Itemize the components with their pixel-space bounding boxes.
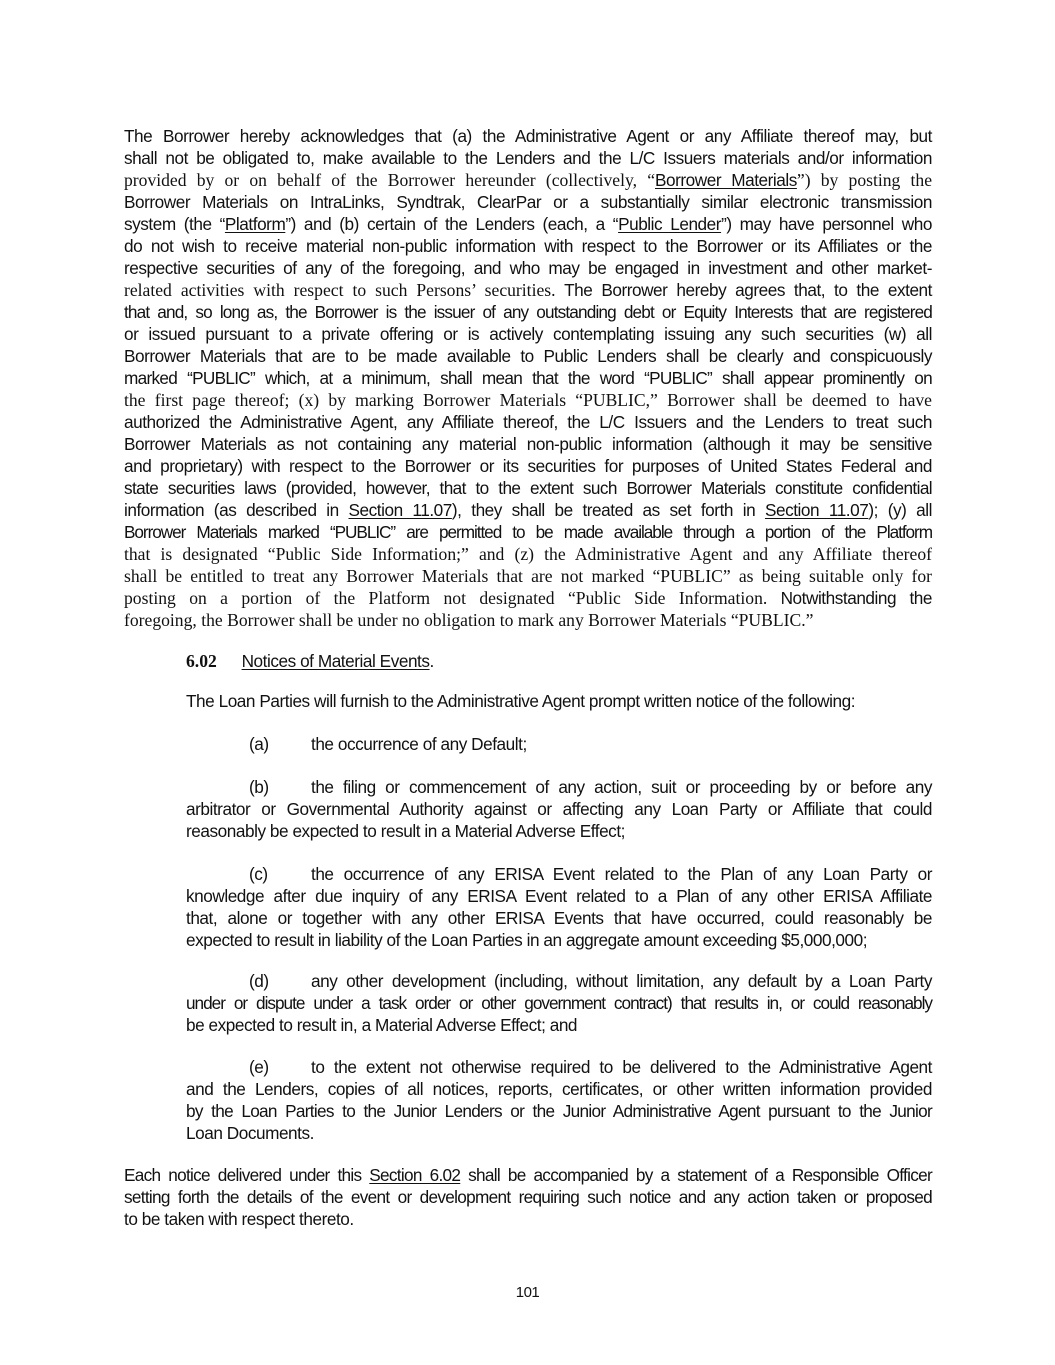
text-line (124, 587, 932, 609)
list-item-text: the occurrence of any Default; (311, 734, 527, 754)
text-line (124, 499, 932, 521)
text-line: do not wish to receive material non-public information with respect to the Borrower or its Affiliates or the (124, 236, 932, 256)
section-lead-in: The Loan Parties will furnish to the Administrative Agent prompt written notice of the following: (186, 691, 856, 711)
list-item-text: arbitrator or Governmental Authority against or affecting any Loan Party or Affiliate that could (186, 799, 932, 819)
list-item-text: to the extent not otherwise required to be delivered to the Administrative Agent (311, 1057, 932, 1077)
text-line: shall not be obligated to, make available to the Lenders and the L/C Issuers materials and/or information (124, 148, 932, 168)
text-line (124, 169, 932, 191)
list-item-text: be expected to result in, a Material Adverse Effect; and (186, 1015, 578, 1035)
text-line: shall be entitled to treat any Borrower Materials that are not marked “PUBLIC” as being suitable only for (124, 566, 932, 586)
list-item-text: Loan Documents. (186, 1123, 314, 1143)
text-line: and proprietary) with respect to the Borrower or its securities for purposes of United States Federal and (124, 456, 932, 476)
section-number: 6.02 (186, 651, 217, 671)
text-line: marked “PUBLIC” which, at a minimum, shall mean that the word “PUBLIC” shall appear prominently on (124, 368, 932, 388)
text-line: foregoing, the Borrower shall be under no obligation to mark any Borrower Materials “PUBLIC.” (124, 610, 814, 630)
text-line: Borrower Materials as not containing any material non-public information (although it may be sensitive (124, 434, 932, 454)
text-line: that and, so long as, the Borrower is the issuer of any outstanding debt or Equity Interests that are registered (124, 302, 932, 322)
text-line: authorized the Administrative Agent, any Affiliate thereof, the L/C Issuers and the Lenders to treat such (124, 412, 932, 432)
section-heading (186, 650, 434, 672)
text-line: respective securities of any of the foregoing, and who may be engaged in investment and other market- (124, 258, 932, 278)
list-item-text: the filing or commencement of any action, suit or proceeding by or before any (311, 777, 932, 797)
text-line: Borrower Materials on IntraLinks, Syndtrak, ClearPar or a substantially similar electronic transmission (124, 192, 932, 212)
list-item-label: (b) (249, 777, 269, 797)
text-line: Borrower Materials marked “PUBLIC” are permitted to be made available through a portion of the Platform (124, 522, 932, 542)
section-reference-6-02[interactable]: Section 6.02 (369, 1165, 461, 1185)
text-line: the first page thereof; (x) by marking Borrower Materials “PUBLIC,” Borrower shall be deemed to have (124, 390, 932, 410)
text-segment: ”) by posting the (796, 170, 933, 190)
text-segment: system (the “ (124, 214, 225, 234)
defined-term-platform: Platform (224, 214, 286, 234)
text-segment: Notwithstanding the (767, 588, 932, 608)
section-reference-11-07[interactable]: Section 11.07 (348, 500, 452, 520)
list-item-text: under or dispute under a task order or other government contract) that results in, or could reasonably (186, 993, 932, 1013)
list-item-text: knowledge after due inquiry of any ERISA Event related to a Plan of any other ERISA Affiliate (186, 886, 932, 906)
text-segment: related activities with respect to such Persons’ securities. (124, 280, 556, 300)
text-segment: ”) may have personnel who (721, 214, 932, 234)
text-segment: shall be accompanied by a statement of a Responsible Officer (460, 1165, 932, 1185)
defined-term-borrower-materials: Borrower Materials (655, 170, 797, 190)
section-title-suffix: . (429, 651, 434, 671)
text-line: state securities laws (provided, however, that to the extent such Borrower Materials constitute confidential (124, 478, 932, 498)
text-segment: Each notice delivered under this (124, 1165, 370, 1185)
list-item-text: that, alone or together with any other ERISA Events that have occurred, could reasonably be (186, 908, 932, 928)
page-number: 101 (515, 1284, 540, 1301)
list-item-text: any other development (including, without limitation, any default by a Loan Party (311, 971, 932, 991)
list-item-text: expected to result in liability of the Loan Parties in an aggregate amount exceeding $5,000,000; (186, 930, 868, 950)
text-segment: information (as described in (124, 500, 349, 520)
section-reference-11-07[interactable]: Section 11.07 (764, 500, 869, 520)
text-segment: The Borrower hereby agrees that, to the extent (555, 280, 932, 300)
list-item-label: (c) (249, 864, 268, 884)
text-line: setting forth the details of the event or development requiring such notice and any action taken or proposed (124, 1187, 932, 1207)
text-line: or issued pursuant to a private offering or is actively contemplating issuing any such securities (w) all (124, 324, 932, 344)
text-segment: provided by or on behalf of the Borrower hereunder (collectively, “ (124, 170, 655, 190)
text-segment: ), they shall be treated as set forth in (451, 500, 765, 520)
section-title: Notices of Material Events (241, 651, 430, 671)
text-line: Borrower Materials that are to be made available to Public Lenders shall be clearly and conspicuously (124, 346, 932, 366)
text-segment: ); (y) all (868, 500, 932, 520)
text-segment: ”) and (b) certain of the Lenders (each, a “ (285, 214, 619, 234)
list-item-text: reasonably be expected to result in a Material Adverse Effect; (186, 821, 625, 841)
text-line: that is designated “Public Side Information;” and (z) the Administrative Agent and any Affiliate thereof (124, 544, 932, 564)
list-item-text: and the Lenders, copies of all notices, reports, certificates, or other written information provided (186, 1079, 932, 1099)
text-line: to be taken with respect thereto. (124, 1209, 354, 1229)
list-item-label: (a) (249, 734, 269, 754)
text-line (124, 213, 932, 235)
defined-term-public-lender: Public Lender (618, 214, 722, 234)
list-item-label: (d) (249, 971, 269, 991)
list-item-text: by the Loan Parties to the Junior Lenders or the Junior Administrative Agent pursuant to the Junior (186, 1101, 932, 1121)
text-line: The Borrower hereby acknowledges that (a) the Administrative Agent or any Affiliate thereof may, but (124, 126, 932, 146)
list-item-text: the occurrence of any ERISA Event related to the Plan of any Loan Party or (311, 864, 932, 884)
list-item-label: (e) (249, 1057, 269, 1077)
text-line (124, 1164, 932, 1186)
text-segment: posting on a portion of the Platform not designated “Public Side Information. (124, 588, 768, 608)
text-line (124, 279, 932, 301)
